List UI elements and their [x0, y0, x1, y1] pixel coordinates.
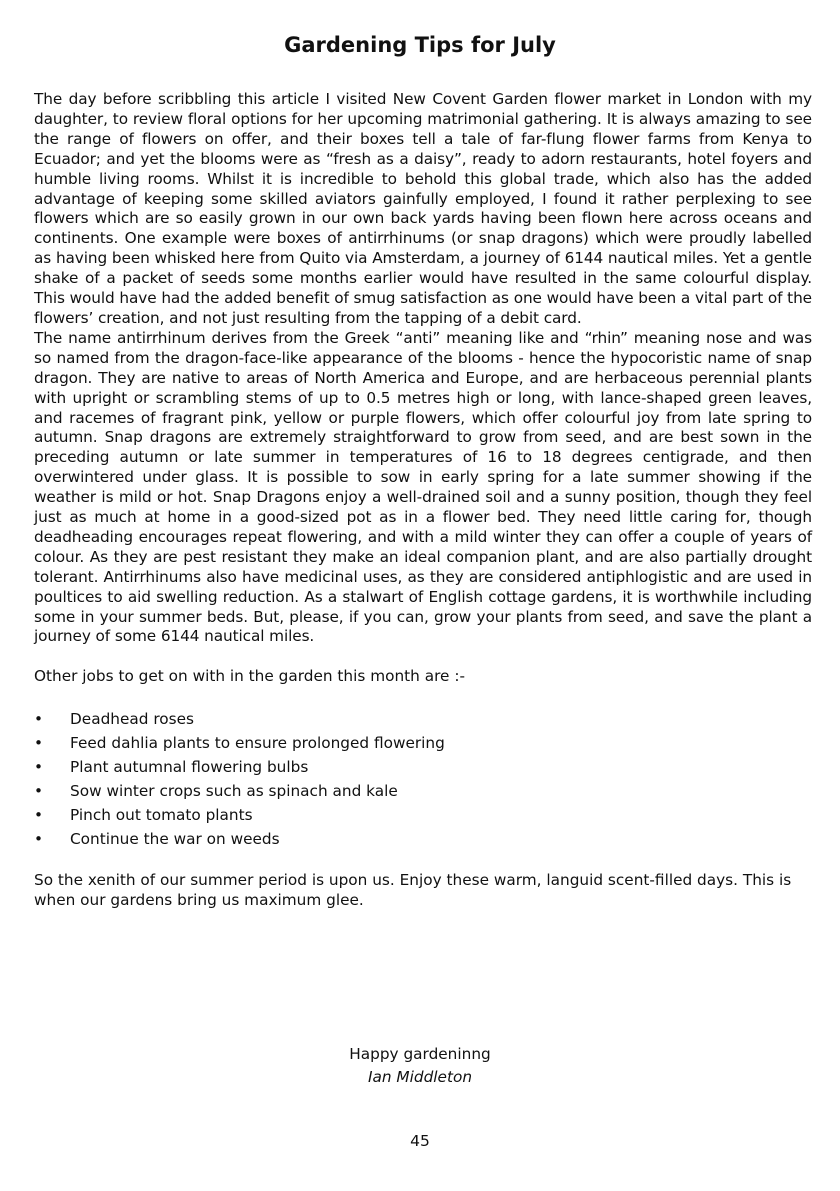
list-item	[34, 827, 812, 851]
bullet-icon: •	[34, 782, 44, 801]
bullet-icon: •	[34, 806, 44, 825]
list-item	[34, 755, 812, 779]
article-title: Gardening Tips for July	[284, 33, 556, 57]
spacer	[34, 647, 812, 667]
list-item	[34, 803, 812, 827]
bullet-icon: •	[34, 734, 44, 753]
bullet-icon: •	[34, 758, 44, 777]
spacer	[34, 851, 812, 871]
list-item	[34, 731, 812, 755]
list-item-text: Deadhead roses	[70, 710, 194, 729]
signoff	[0, 1043, 840, 1089]
spacer	[34, 687, 812, 707]
list-item-text: Pinch out tomato plants	[70, 806, 253, 825]
list-item-text: Continue the war on weeds	[70, 830, 280, 849]
author-name: Ian Middleton	[367, 1068, 473, 1086]
signoff-greeting: Happy gardeninng	[349, 1045, 491, 1063]
bullet-icon: •	[34, 710, 44, 729]
list-item-text: Plant autumnal flowering bulbs	[70, 758, 309, 777]
paragraph-antirrhinum: The name antirrhinum derives from the Greek “anti” meaning like and “rhin” meaning nose and was so named from the dragon-face-like appearance of the blooms - hence the hypocoristic name of snap dragon. They are native to areas of North America and Europe, and are herbaceous perennial plants with upright or scrambling stems of up to 0.5 metres high or long, with lance-shaped green leaves, and racemes of fragrant pink, yellow or purple flowers, which offer colourful joy from late spring to autumn. Snap dragons are extremely straightforward to grow from seed, and are best sown in the preceding autumn or late summer in temperatures of 16 to 18 degrees centigrade, and then overwintered under glass. It is possible to sow in early spring for a late summer showing if the weather is mild or hot. Snap Dragons enjoy a well-drained soil and a sunny position, though they feel just as much at home in a good-sized pot as in a flower bed. They need little caring for, though deadheading encourages repeat flowering, and with a mild winter they can offer a couple of years of colour. As they are pest resistant they make an ideal companion plant, and are also partially drought tolerant. Antirrhinums also have medicinal uses, as they are considered antiphlogistic and are used in poultices to aid swelling reduction. As a stalwart of English cottage gardens, it is worthwhile including some in your summer beds. But, please, if you can, grow your plants from seed, and save the plant a journey of some 6144 nautical miles.	[34, 328, 812, 646]
jobs-intro: Other jobs to get on with in the garden this month are :-	[34, 667, 465, 686]
list-item	[34, 707, 812, 731]
list-item-text: Sow winter crops such as spinach and kale	[70, 782, 398, 801]
article-body	[34, 90, 812, 911]
page-number: 45	[410, 1132, 430, 1150]
jobs-list	[34, 707, 812, 851]
list-item	[34, 779, 812, 803]
bullet-icon: •	[34, 830, 44, 849]
paragraph-intro: The day before scribbling this article I visited New Covent Garden flower market in London with my daughter, to review floral options for her upcoming matrimonial gathering. It is always amazing to see the range of flowers on offer, and their boxes tell a tale of far-flung flower farms from Kenya to Ecuador; and yet the blooms were as “fresh as a daisy”, ready to adorn restaurants, hotel foyers and humble living rooms. Whilst it is incredible to behold this global trade, which also has the added advantage of keeping some skilled aviators gainfully employed, I found it rather perplexing to see flowers which are so easily grown in our own back yards having been flown here across oceans and continents. One example were boxes of antirrhinums (or snap dragons) which were proudly labelled as having been whisked here from Quito via Amsterdam, a journey of 6144 nautical miles. Yet a gentle shake of a packet of seeds some months earlier would have resulted in the same colourful display. This would have had the added benefit of smug satisfaction as one would have been a vital part of the flowers’ creation, and not just resulting from the tapping of a debit card.	[34, 90, 812, 327]
list-item-text: Feed dahlia plants to ensure prolonged flowering	[70, 734, 445, 753]
closing-paragraph: So the xenith of our summer period is upon us. Enjoy these warm, languid scent-filled days. This is when our gardens bring us maximum glee.	[34, 871, 792, 910]
